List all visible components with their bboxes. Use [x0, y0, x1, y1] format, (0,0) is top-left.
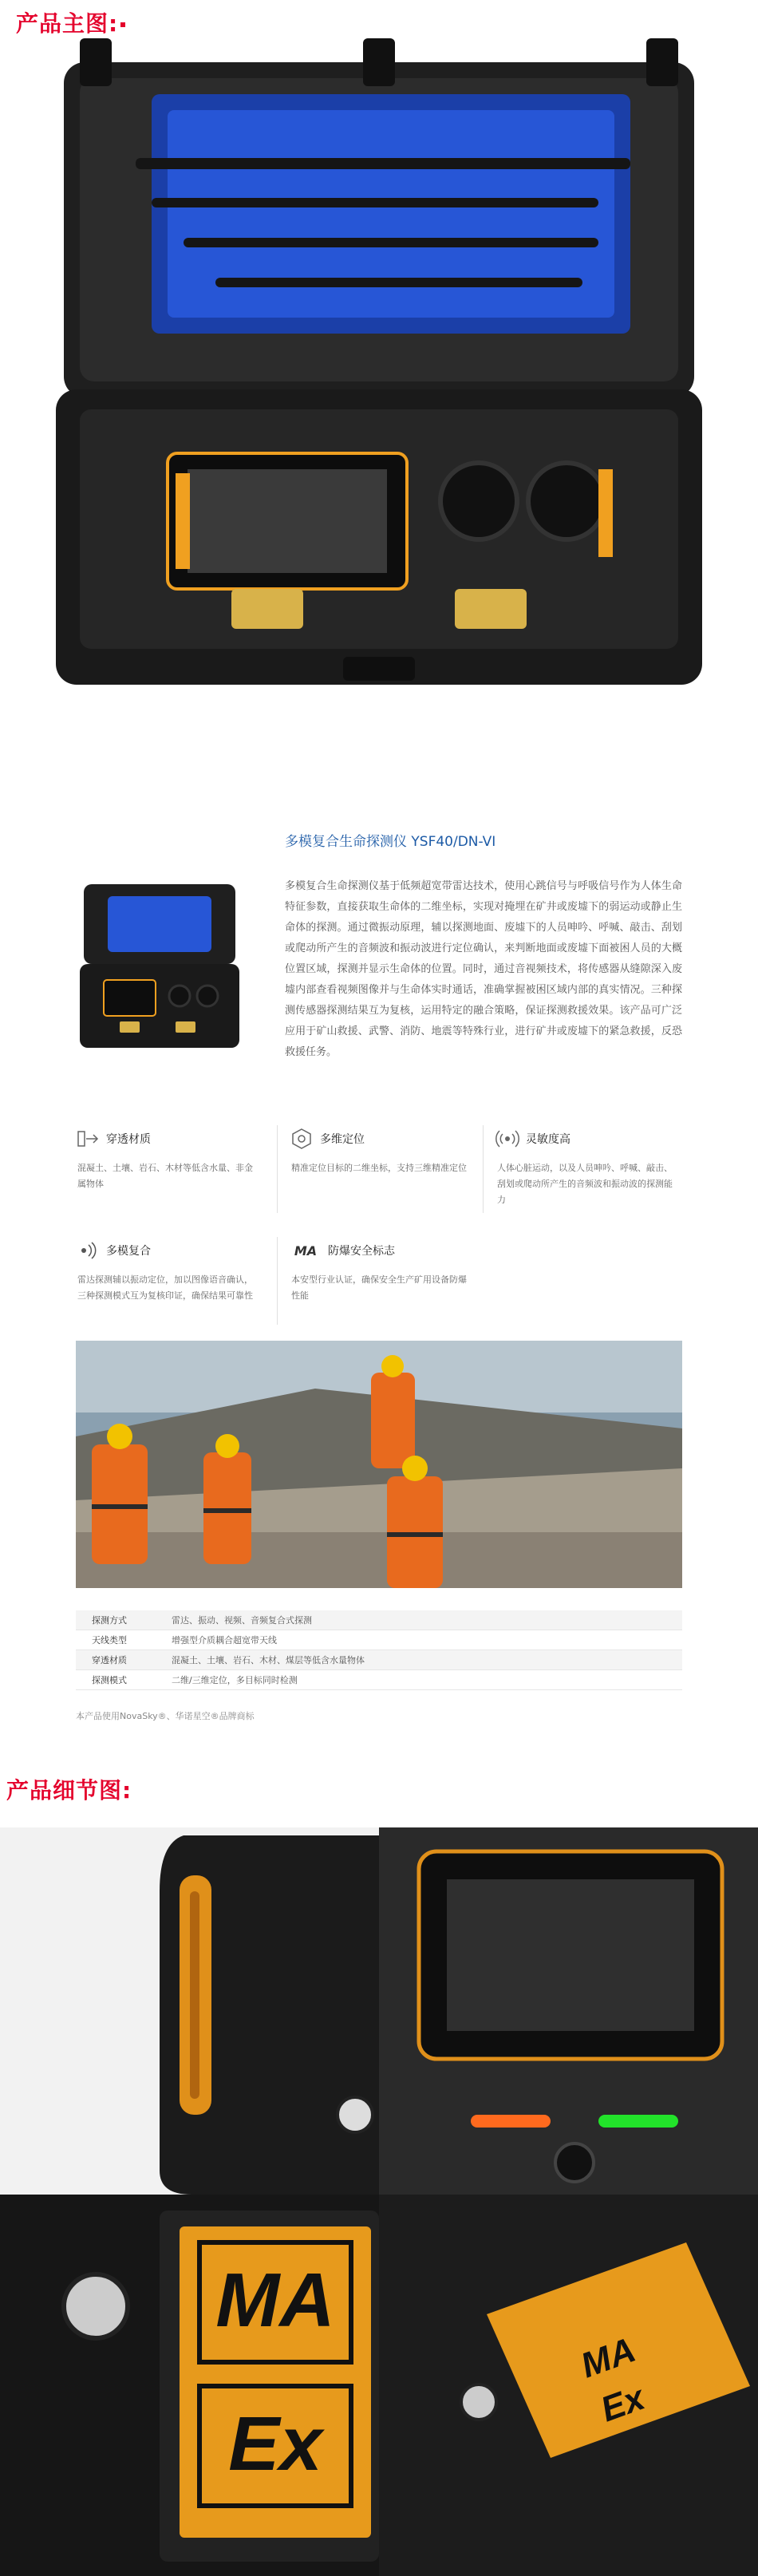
multi-mode-icon	[76, 1239, 100, 1262]
divider	[483, 1125, 484, 1213]
wall-penetration-icon	[76, 1127, 100, 1151]
ma-label: MA	[215, 2258, 335, 2343]
main-image-section-title: 产品主图:	[16, 6, 125, 38]
table-row: 探测方式 雷达、振动、视频、音频复合式探测	[76, 1610, 682, 1630]
feature-desc: 混凝土、土壤、岩石、木材等低含水量、非金属物体	[77, 1163, 253, 1189]
feature-desc: 精准定位目标的二维坐标，支持三维精准定位	[291, 1163, 467, 1173]
feature-sensitivity	[495, 1125, 679, 1208]
table-row: 穿透材质 混凝土、土壤、岩石、木材、煤层等低含水量物体	[76, 1650, 682, 1670]
feature-title: 多模复合	[106, 1245, 151, 1258]
detail-photos	[0, 1827, 758, 2576]
rescue-scene-photo	[76, 1341, 682, 1588]
table-row: 探测模式 二维/三维定位，多目标同时检测	[76, 1670, 682, 1690]
product-case-photo	[56, 38, 702, 693]
feature-title: 穿透材质	[106, 1133, 151, 1146]
feature-title: 多维定位	[320, 1133, 365, 1146]
feature-ma-safety	[290, 1237, 473, 1304]
ex-label: Ex	[228, 2401, 322, 2487]
feature-desc: 本安型行业认证，确保安全生产矿用设备防爆性能	[291, 1274, 467, 1301]
product-description: 多模复合生命探测仪基于低频超宽带雷达技术，使用心跳信号与呼吸信号作为人体生命特征参数，直接获取生命体的二维坐标，实现对掩埋在矿井或废墟下的弱运动或静止生命体的探测。通过微振动原理，辅以探测地面、废墟下的人员呻吟、呼喊、敲击、刮划或爬动所产生的音频波和振动波进行定位确认，来判断地面或废墟下面被困人员的大概位置区域，探测并显示生命体的位置。同时，通过音视频技术，将传感器从缝隙深入废墟内部查看视频图像并与生命体实时通话，准确掌握被困区域内部的真实情况。三种探测传感器探测结果互为复核，运用特定的融合策略，保证探测救援效果。该产品可广泛应用于矿山救援、武警、消防、地震等特殊行业，进行矿井或废墟下的紧急救援，反恐救援任务。	[285, 880, 682, 1058]
target-locate-icon	[290, 1127, 314, 1151]
trademark-note: 本产品使用NovaSky®、华诺星空®品牌商标	[76, 1711, 255, 1721]
feature-locate	[290, 1125, 473, 1176]
ex-label-small: Ex	[595, 2377, 650, 2430]
spec-table	[76, 1610, 682, 1690]
feature-grid	[76, 1125, 682, 1333]
feature-penetration	[76, 1125, 259, 1192]
ma-label-small: MA	[575, 2329, 641, 2386]
feature-desc: 雷达探测辅以振动定位，加以图像语音确认，三种探测模式互为复核印证，确保结果可靠性	[77, 1274, 253, 1301]
feature-title: 灵敏度高	[526, 1133, 570, 1146]
feature-multimode	[76, 1237, 259, 1304]
ma-badge-icon: MA	[294, 1243, 318, 1258]
product-title: 多模复合生命探测仪 YSF40/DN-VI	[285, 834, 496, 850]
table-row: 天线类型 增强型介质耦合超宽带天线	[76, 1630, 682, 1650]
divider	[277, 1237, 278, 1325]
feature-title: 防爆安全标志	[328, 1245, 395, 1258]
feature-desc: 人体心脏运动，以及人员呻吟、呼喊、敲击、刮划或爬动所产生的音频波和振动波的探测能力	[497, 1163, 673, 1205]
detail-section-title: 产品细节图:	[6, 1777, 132, 1804]
product-thumbnail	[76, 876, 243, 1052]
sensitivity-icon	[495, 1127, 519, 1151]
divider	[277, 1125, 278, 1213]
